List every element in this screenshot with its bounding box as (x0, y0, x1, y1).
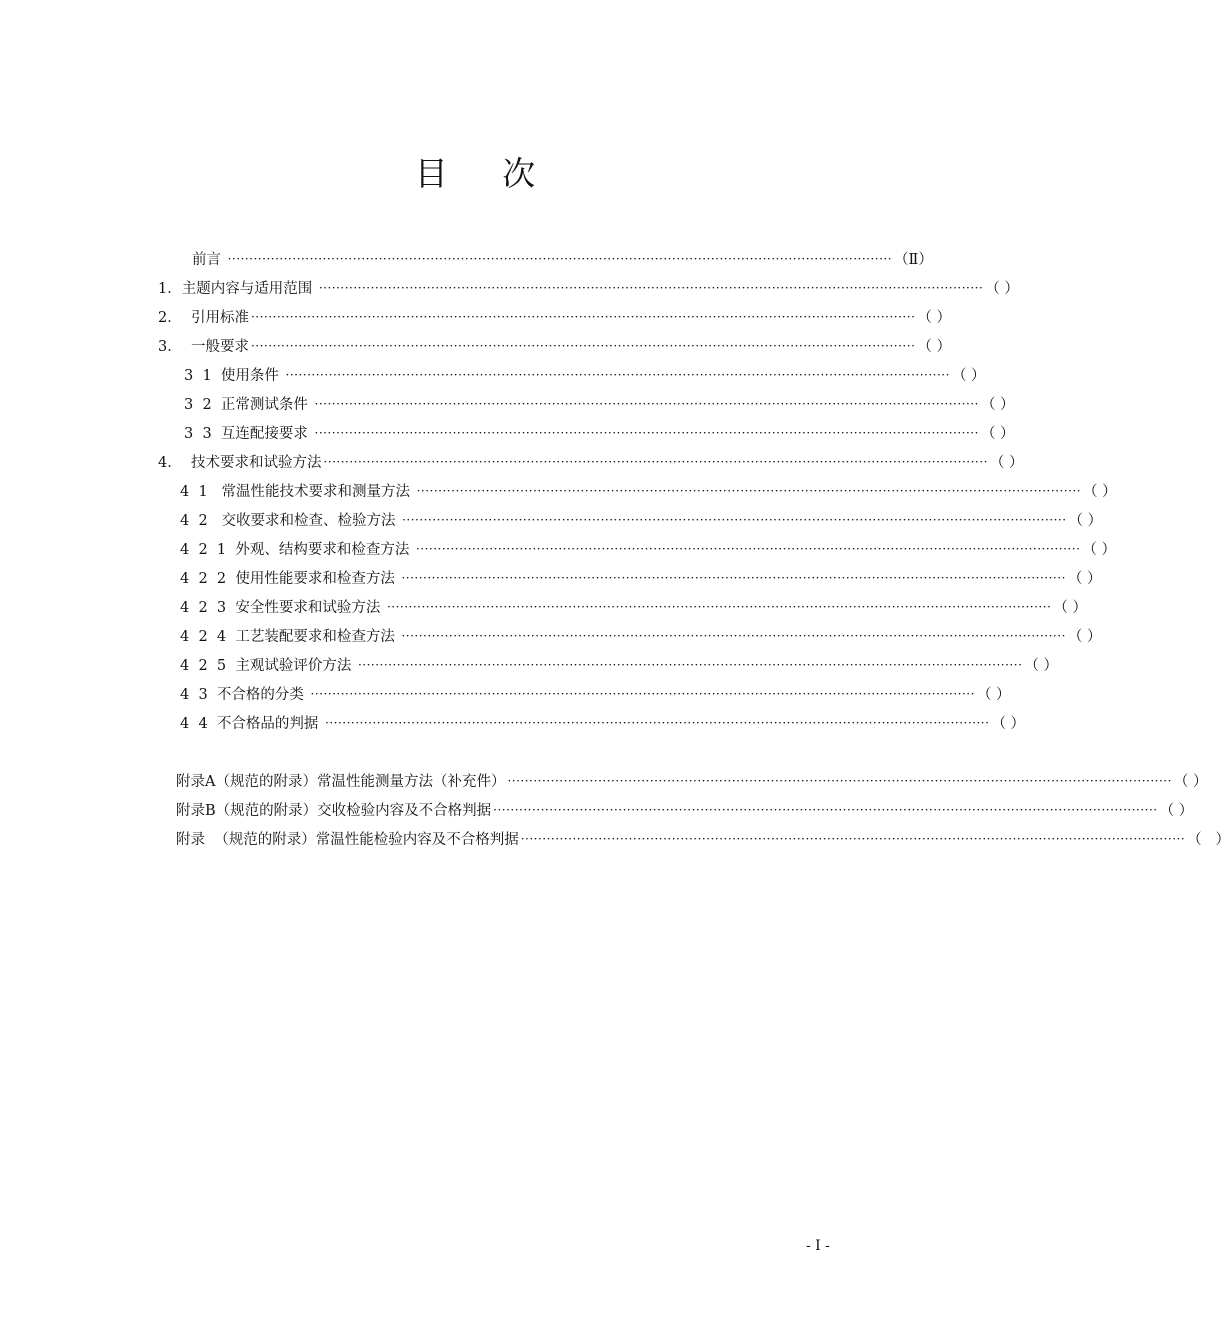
toc-leader-dots: ·························································································································································· (416, 483, 1082, 498)
toc-entry-page: （ ） (1067, 571, 1102, 587)
toc-entry-3-2[interactable] (184, 389, 1015, 418)
toc-entry-4-2-1[interactable] (180, 534, 1116, 563)
toc-entry-4-3[interactable] (180, 679, 1011, 708)
toc-entry-4-2-2[interactable] (180, 563, 1102, 592)
toc-entry-4[interactable] (158, 447, 1024, 476)
toc-entry-4-2-5[interactable] (180, 650, 1058, 679)
toc-leader-dots: ·························································································································································· (285, 367, 950, 382)
toc-entry-label: 3 2 正常测试条件 (184, 397, 313, 413)
toc-leader-dots: ·························································································································································· (401, 628, 1066, 643)
page-title: 目 次 (414, 154, 558, 193)
toc-leader-dots: ·························································································································································· (493, 802, 1158, 817)
toc-entry-label: 4 2 交收要求和检查、检验方法 (180, 513, 401, 529)
page-number: - I - (806, 1238, 830, 1254)
toc-leader-dots: ·························································································································································· (402, 512, 1067, 527)
toc-entry-label: 3． 一般要求 (158, 339, 249, 355)
toc-entry-page: （ ） (1068, 513, 1103, 529)
toc-entry-page: （ ） (951, 368, 986, 384)
toc-entry-label: 4 2 1 外观、结构要求和检查方法 (180, 542, 414, 558)
toc-entry-page: （ ） (1187, 832, 1230, 848)
toc-entry-4-4[interactable] (180, 708, 1026, 737)
toc-leader-dots: ·························································································································································· (415, 541, 1081, 556)
toc-leader-dots: ·························································································································································· (314, 396, 979, 411)
toc-leader-dots: ·························································································································································· (507, 773, 1172, 788)
toc-entry-label: 附录A（规范的附录）常温性能测量方法（补充件） (176, 774, 506, 790)
toc-entry-label: 4 1 常温性能技术要求和测量方法 (180, 484, 415, 500)
toc-leader-dots: ·························································································································································· (250, 338, 916, 353)
toc-entry-label: 前言 (192, 252, 226, 268)
toc-entry-appendix-b[interactable] (176, 795, 1194, 824)
toc-entry-label: 4 4 不合格品的判据 (180, 716, 323, 732)
toc-entry-3-3[interactable] (184, 418, 1015, 447)
toc-entry-label: 4 2 4 工艺装配要求和检查方法 (180, 629, 400, 645)
toc-entry-page: （ ） (1082, 542, 1116, 558)
toc-leader-dots: ·························································································································································· (227, 251, 893, 266)
toc-entry-appendix-c[interactable] (176, 824, 1230, 853)
toc-entry-3[interactable] (158, 331, 951, 360)
toc-leader-dots: ·························································································································································· (250, 309, 916, 324)
toc-entry-page: （ ） (1067, 629, 1102, 645)
toc-entry-label: 4 2 3 安全性要求和试验方法 (180, 600, 385, 616)
toc-entry-page: （ ） (980, 397, 1015, 413)
toc-entry-label: 4 2 2 使用性能要求和检查方法 (180, 571, 400, 587)
toc-entry-page: （ ） (1083, 484, 1117, 500)
toc-entry-page: （ ） (991, 716, 1026, 732)
toc-leader-dots: ·························································································································································· (401, 570, 1066, 585)
toc-entry-page: （ ） (1024, 658, 1058, 674)
toc-leader-dots: ·························································································································································· (357, 657, 1023, 672)
toc-entry-preface[interactable] (192, 244, 933, 273)
toc-entry-page: （ ） (980, 426, 1015, 442)
toc-leader-dots: ·························································································································································· (323, 454, 988, 469)
toc-leader-dots: ·························································································································································· (314, 425, 979, 440)
toc-leader-dots: ·························································································································································· (310, 686, 975, 701)
toc-entry-label: 2． 引用标准 (158, 310, 249, 326)
toc-leader-dots: ·························································································································································· (325, 715, 990, 730)
toc-entry-label: 4． 技术要求和试验方法 (158, 455, 322, 471)
toc-entry-page: （ ） (1173, 774, 1208, 790)
toc-entry-label: 附录 （规范的附录）常温性能检验内容及不合格判据 (176, 832, 519, 848)
toc-entry-3-1[interactable] (184, 360, 986, 389)
toc-entry-label: 1．主题内容与适用范围 (158, 281, 317, 297)
toc-entry-page: （ ） (917, 310, 951, 326)
toc-entry-4-2[interactable] (180, 505, 1103, 534)
toc-entry-page: （Ⅱ） (894, 252, 933, 268)
toc-entry-page: （ ） (1159, 803, 1194, 819)
toc-entry-4-2-3[interactable] (180, 592, 1087, 621)
toc-entry-label: 附录B（规范的附录）交收检验内容及不合格判据 (176, 803, 492, 819)
toc-entry-1[interactable] (158, 273, 1019, 302)
toc-entry-label: 3 1 使用条件 (184, 368, 284, 384)
toc-entry-page: （ ） (989, 455, 1024, 471)
toc-entry-4-1[interactable] (180, 476, 1117, 505)
toc-entry-page: （ ） (985, 281, 1019, 297)
toc-entry-4-2-4[interactable] (180, 621, 1102, 650)
toc-leader-dots: ·························································································································································· (318, 280, 984, 295)
toc-entry-appendix-a[interactable] (176, 766, 1208, 795)
toc-leader-dots: ·························································································································································· (386, 599, 1052, 614)
toc-entry-page: （ ） (917, 339, 951, 355)
toc-entry-label: 4 2 5 主观试验评价方法 (180, 658, 356, 674)
toc-entry-label: 4 3 不合格的分类 (180, 687, 309, 703)
toc-entry-page: （ ） (976, 687, 1011, 703)
toc-entry-label: 3 3 互连配接要求 (184, 426, 313, 442)
table-of-contents (0, 244, 1230, 864)
toc-leader-dots: ·························································································································································· (520, 831, 1186, 846)
toc-entry-page: （ ） (1053, 600, 1087, 616)
toc-entry-2[interactable] (158, 302, 951, 331)
